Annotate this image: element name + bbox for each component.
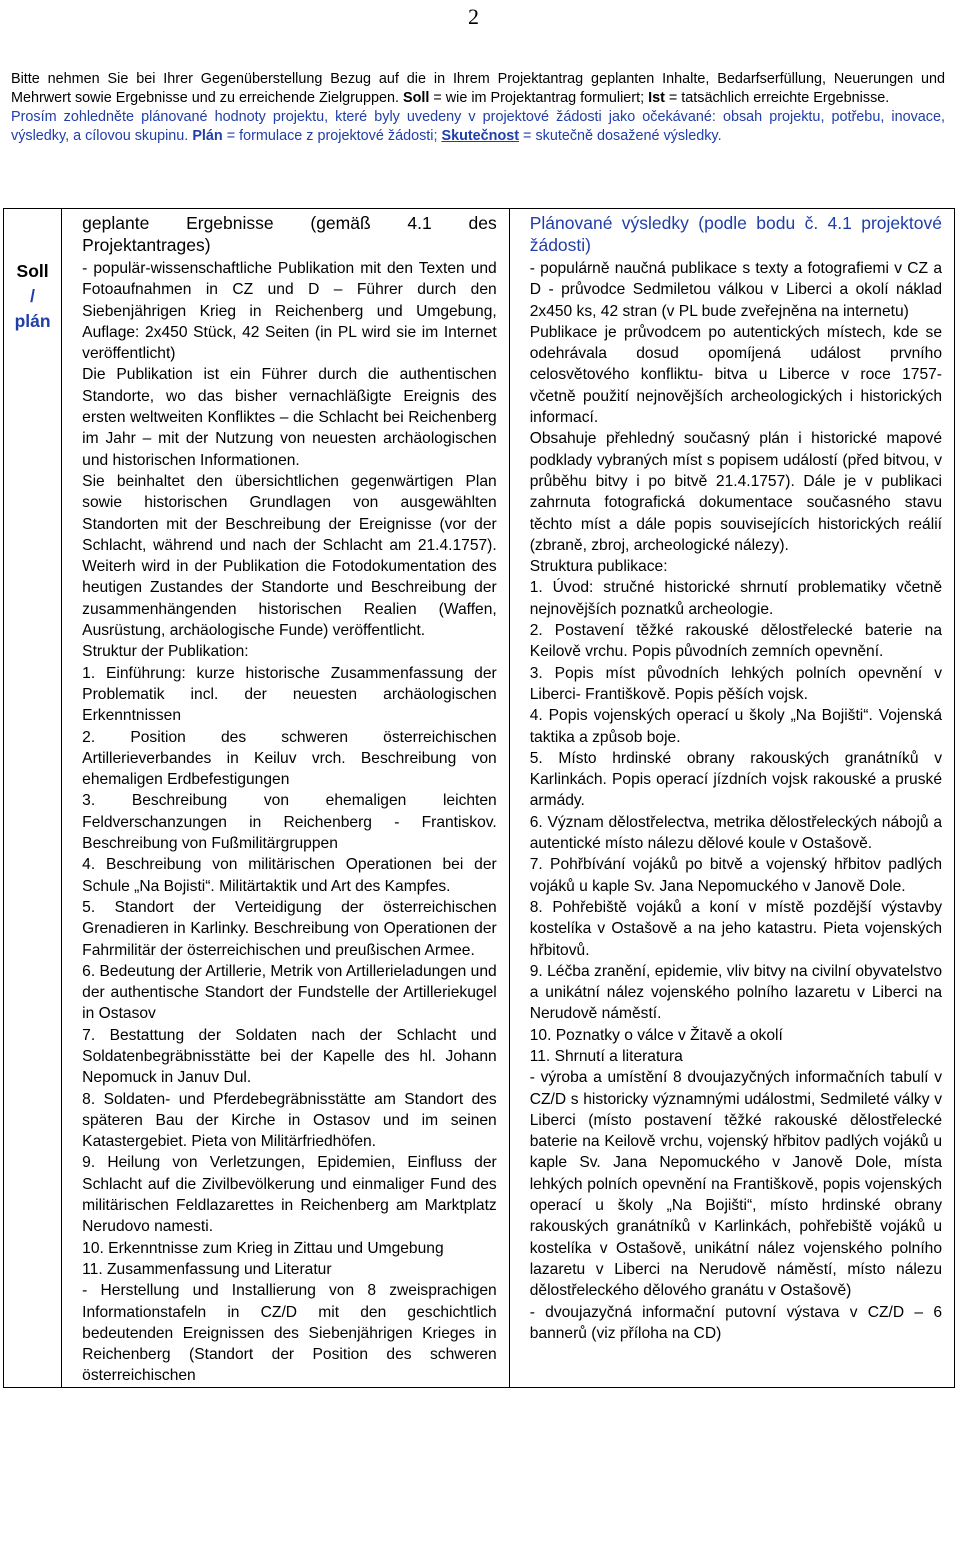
german-body [82,258,497,1387]
intro-de-text: Bitte nehmen Sie bei Ihrer Gegenüberstellung Bezug auf die in Ihrem Projektantrag geplanten Inhalte, Bedarfserfüllung, Neuerungen und Mehrwert sowie Ergebnisse und zu erreichende Zielgruppen. [11,71,945,106]
row-label-separator: / [30,286,36,306]
page-number: 2 [468,4,479,29]
czech-heading: Plánované výsledky (podle bodu č. 4.1 projektové žádosti) [529,213,942,255]
paragraph: 5. Místo hrdinské obrany rakouských granátníků v Karlinkách. Popis operací jízdních vojsk rakouské a pruské armády. [529,749,942,810]
paragraph: 11. Zusammenfassung und Literatur [82,1260,332,1278]
intro-cz-skutecnost-def: = skutečně dosažené výsledky. [519,128,722,144]
paragraph: - Herstellung und Installierung von 8 zweisprachigen Informationstafeln in CZ/D mit den geschichtlich bedeutenden Ereignissen des Siebenjährigen Krieges in Reichenberg (Standort der Position des schweren österreichischen [82,1282,497,1385]
german-heading: geplante Ergebnisse (gemäß 4.1 des Projektantrages) [82,213,497,255]
intro-cz-text: Prosím zohledněte plánované hodnoty projektu, které byly uvedeny v projektové žádosti jako očekávané: obsah projektu, potřebu, inovace, výsledky, a cílovou skupinu. [11,109,945,144]
paragraph: 7. Pohřbívání vojáků po bitvě a vojenský hřbitov padlých vojáků u kaple Sv. Jana Nepomuckého v Janově Dole. [529,856,942,895]
paragraph: 7. Bestattung der Soldaten nach der Schlacht und Soldatenbegräbnisstätte bei der Kapelle des hl. Johann Nepomuck in Januv Dul. [82,1026,497,1087]
paragraph: 9. Léčba zranění, epidemie, vliv bitvy na civilní obyvatelstvo a unikátní nález vojenského polního lazaretu v Liberci na Nerudově náměstí. [529,962,942,1023]
intro-de-ist-def: = tatsächlich erreichte Ergebnisse. [664,90,890,106]
paragraph: 2. Position des schweren österreichischen Artillerieverbandes in Keiluv vrch. Beschreibung von ehemaligen Erdbefestigungen [82,728,497,789]
intro-de-soll: Soll [402,90,430,106]
table-row [4,209,955,1388]
paragraph: 8. Pohřebiště vojáků a koní v místě pozdější výstavby kostelíka v Ostašově a na jeho katastru. Pieta vojenských hřbitovů. [529,898,942,959]
paragraph: Sie beinhaltet den übersichtlichen gegenwärtigen Plan sowie historischen Grundlagen von ausgewählten Standorten mit der Beschreibung der Ereignisse (vor der Schlacht, während und nach der Schlacht am 21.4.1757). Weiterh wird in der Publikation die Fotodokumentation des heutigen Zustandes der Standorte und Beschreibung der zusammenhängenden historischen Realien (Waffen, Ausrüstung, archäologische Funde) veröffentlicht. [82,472,497,640]
intro-de [11,70,945,108]
paragraph: 6. Význam dělostřelectva, metrika dělostřeleckých nábojů a autentické místo nálezu dělové koule v Ostašově. [529,813,942,853]
paragraph: Publikace je průvodcem po autentických místech, kde se odehrávala dosud opomíjená událost prvního celosvětového konfliktu- bitva u Liberce v roce 1757- včetně použití nejnovějších archeologických i historických informací. [529,323,942,427]
paragraph: - dvoujazyčná informační putovní výstava v CZ/D – 6 bannerů (viz příloha na CD) [529,1303,942,1342]
czech-column [509,209,954,1388]
intro-cz [11,108,945,146]
paragraph: 8. Soldaten- und Pferdebegräbnisstätte am Standort des späteren Bau der Kirche in Ostasov und im seinen Katastergebiet. Pieta von Militärfriedhöfen. [82,1090,497,1151]
paragraph: 2. Postavení těžké rakouské dělostřelecké baterie na Keilově vrchu. Popis původních zemních opevnění. [529,622,942,661]
intro-cz-plan-def: = formulace z projektové žádosti; [222,128,442,144]
intro-cz-plan: Plán [192,128,223,144]
paragraph: 1. Einführung: kurze historische Zusammenfassung der Problematik incl. der neuesten archäologischen Erkenntnissen [82,664,497,725]
paragraph: 10. Erkenntnisse zum Krieg in Zittau und Umgebung [82,1239,444,1257]
paragraph: - populär-wissenschaftliche Publikation mit den Texten und Fotoaufnahmen in CZ und D – Führer durch den Siebenjährigen Krieg in Reichenberg und Umgebung, Auflage: 2x450 Stück, 42 Seiten (in PL wird sie im Internet veröffentlicht) [82,260,497,363]
intro-de-ist: Ist [648,90,665,106]
intro-cz-skutecnost: Skutečnost [441,128,520,144]
paragraph: 9. Heilung von Verletzungen, Epidemien, Einfluss der Schlacht auf die Zivilbevölkerung und einmaliger Fund des militärischen Feldlazarettes in Reichenberg am Marktplatz Nerudovo namesti. [82,1154,497,1236]
paragraph: 10. Poznatky o válce v Žitavě a okolí [529,1026,783,1044]
paragraph: 11. Shrnutí a literatura [529,1047,683,1065]
german-column [62,209,510,1388]
paragraph: Struktur der Publikation: [82,643,249,661]
intro-instructions [11,70,945,146]
paragraph: 1. Úvod: stručné historické shrnutí problematiky včetně nejnovějších poznatků archeologie. [529,579,942,618]
paragraph: Die Publikation ist ein Führer durch die authentischen Standorte, wo das bisher vernachläßigte Ereignis des ersten weltweiten Konfliktes – die Schlacht bei Reichenberg im Jahr – mit der Nutzung von neuesten archäologischen und historischen Informationen. [82,366,497,469]
comparison-table [3,208,955,1388]
paragraph: 5. Standort der Verteidigung der österreichischen Grenadieren in Karlinky. Beschreibung von Operationen der Fahrmilitär der österreichischen und preußischen Armee. [82,898,497,959]
intro-de-soll-def: = wie im Projektantrag formuliert; [429,90,649,106]
row-label-plan: plán [14,311,51,331]
czech-body [530,258,942,1344]
paragraph: Obsahuje přehledný současný plán i historické mapové podklady vybraných míst s popisem událostí (před bitvou, v průběhu bitvy i po bitvě 21.4.1757). Dále je v publikaci zahrnuta fotografická dokumentace současného stavu těchto míst a dále popis souvisejících historických reálií (zbraně, zbroj, archeologické nálezy). [529,430,942,554]
paragraph: 3. Beschreibung von ehemaligen leichten Feldverschanzungen in Reichenberg - Frantiskov. Beschreibung von Fußmilitärgruppen [82,792,497,853]
paragraph: - populárně naučná publikace s texty a fotografiemi v CZ a D - průvodce Sedmiletou válkou v Liberci a okolí náklad 2x450 ks, 42 stran (v PL bude zveřejněna na internetu) [529,260,942,320]
row-label-soll: Soll [16,261,49,281]
paragraph: 4. Popis vojenských operací u školy „Na Bojišti“. Vojenská taktika a způsob boje. [529,707,942,746]
paragraph: - výroba a umístění 8 dvoujazyčných informačních tabulí v CZ/D s historicky významnými událostmi, Sedmileté války v Liberci (místo postavení těžké rakouské dělostřelecké baterie na Keilově vrchu, vojenský hřbitov padlých vojáků u kaple Sv. Jana Nepomuckého v Janově Dole, místa lehkých polních opevnění na Františkově, popis vojenských operací u školy „Na Bojišti“, místo hrdinské obrany rakouských granátníků v Karlinkách, pohřebiště vojáků u kostelíka v Ostašově, unikátní nález vojenského polního lazaretu v Liberci na Nerudově náměstí, místo nálezu dělostřeleckého dělového granátu v Ostašově) [529,1069,942,1300]
row-label-cell [4,209,62,1388]
paragraph: 3. Popis míst původních lehkých polních opevnění v Liberci- Františkově. Popis pěších vojsk. [529,664,942,703]
paragraph: 6. Bedeutung der Artillerie, Metrik von Artillerieladungen und der authentische Standort der Fundstelle der Artilleriekugel in Ostasov [82,962,497,1023]
paragraph: 4. Beschreibung von militärischen Operationen bei der Schule „Na Bojisti“. Militärtaktik und Art des Kampfes. [82,856,497,895]
paragraph: Struktura publikace: [529,558,668,576]
